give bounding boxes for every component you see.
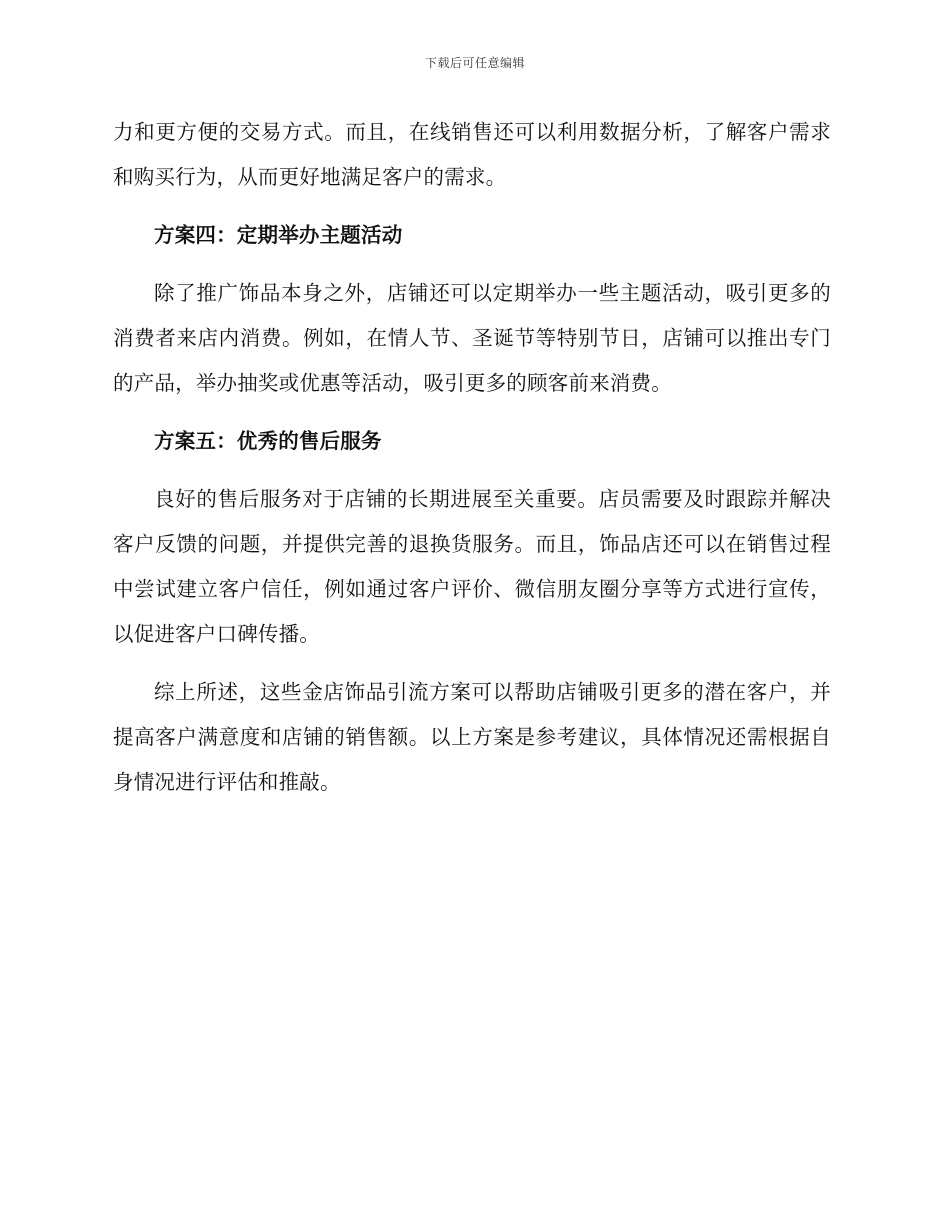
paragraph-conclusion: 综上所述，这些金店饰品引流方案可以帮助店铺吸引更多的潜在客户，并提高客户满意度和店铺的销售额。以上方案是参考建议，具体情况还需根据自身情况进行评估和推敲。 <box>113 680 831 794</box>
section-heading-plan-five: 方案五：优秀的售后服务 <box>154 429 382 453</box>
paragraph-continued: 力和更方便的交易方式。而且，在线销售还可以利用数据分析，了解客户需求和购买行为，从而更好地满足客户的需求。 <box>113 120 831 189</box>
header-note: 下载后可任意编辑 <box>424 56 525 70</box>
section-heading-plan-four: 方案四：定期举办主题活动 <box>154 223 403 247</box>
paragraph-plan-four: 除了推广饰品本身之外，店铺还可以定期举办一些主题活动，吸引更多的消费者来店内消费。例如，在情人节、圣诞节等特别节日，店铺可以推出专门的产品，举办抽奖或优惠等活动，吸引更多的顾客前来消费。 <box>113 281 831 395</box>
paragraph-plan-five: 良好的售后服务对于店铺的长期进展至关重要。店员需要及时跟踪并解决客户反馈的问题，并提供完善的退换货服务。而且，饰品店还可以在销售过程中尝试建立客户信任，例如通过客户评价、微信朋友圈分享等方式进行宣传，以促进客户口碑传播。 <box>113 487 831 646</box>
document-body <box>113 110 831 818</box>
